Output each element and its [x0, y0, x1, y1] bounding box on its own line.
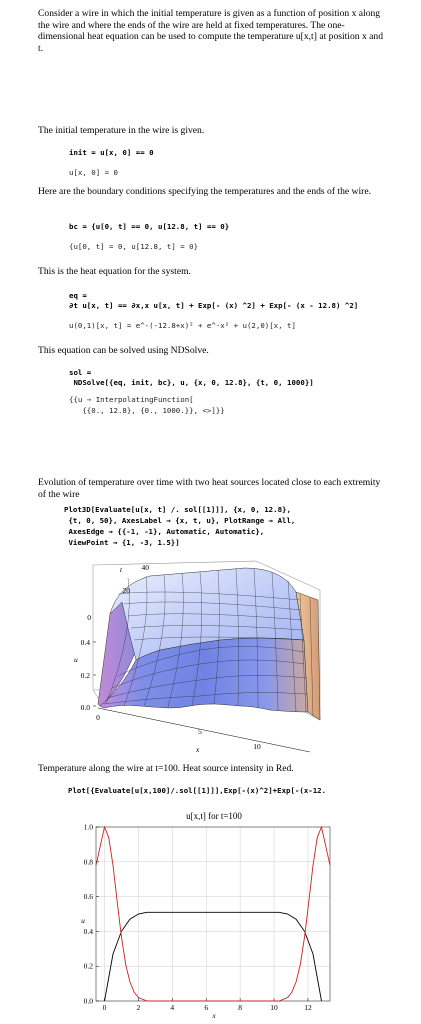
- y-tick-label: 1.0: [83, 822, 93, 832]
- u-tick-04: 0.4: [80, 638, 90, 647]
- t-axis-label: t: [120, 565, 123, 574]
- input-cell-sol-line2[interactable]: NDSolve[{eq, init, bc}, u, {x, 0, 12.8}, {t, 0, 1000}]: [69, 378, 314, 387]
- input-cell-eq-line2[interactable]: ∂t u[x, t] == ∂x,x u[x, t] + Exp[- (x) ^2] + Exp[- (x - 12.8) ^2]: [69, 301, 359, 310]
- input-cell-bc[interactable]: bc = {u[0, t] == 0, u[12.8, t] == 0}: [69, 222, 230, 231]
- section-text-eq: This is the heat equation for the system.: [38, 266, 191, 277]
- y-tick-label: 0.2: [83, 961, 93, 971]
- y-tick-label: 0.4: [83, 926, 93, 936]
- y-tick-label: 0.6: [83, 892, 93, 902]
- x-tick-label: 10: [270, 1003, 278, 1012]
- chart-series: [96, 827, 330, 1001]
- x-tick-label: 4: [170, 1003, 175, 1012]
- chart-title: u[x,t] for t=100: [186, 811, 242, 821]
- chart-xlabel: x: [212, 1011, 216, 1020]
- input-cell-sol-line1[interactable]: sol =: [69, 368, 92, 377]
- section-text-bc: Here are the boundary conditions specifying the temperatures and the ends of the wire.: [38, 186, 371, 197]
- x-tick-label: 0: [102, 1003, 107, 1012]
- input-cell-plot2d[interactable]: Plot[{Evaluate[u[x,100]/.sol[[1]]],Exp[-(x)^2]+Exp[-(x-12.: [68, 786, 327, 795]
- input-cell-plot3d-line1[interactable]: Plot3D[Evaluate[u[x, t] /. sol[[1]]], {x, 0, 12.8},: [64, 505, 291, 514]
- x-tick-label: 6: [204, 1003, 209, 1012]
- output-cell-init: u[x, 0] = 0: [69, 168, 118, 177]
- y-tick-label: 0.8: [83, 857, 93, 867]
- u-tick-02: 0.2: [80, 671, 90, 680]
- output-cell-sol-line2: {{0., 12.8}, {0., 1000.}}, <>]}}: [69, 406, 225, 415]
- intro-text: Consider a wire in which the initial temperature is given as a function of position x along the wire and where the ends of the wire are held at fixed temperatures. The one-dimensional heat equation can be used to compute the temperature u[x,t] at position x and t.: [38, 8, 384, 54]
- u-tick-00: 0.0: [80, 703, 90, 712]
- output-cell-sol-line1: {{u → InterpolatingFunction[: [69, 395, 194, 404]
- input-cell-eq-line1[interactable]: eq =: [69, 291, 87, 300]
- section-text-ndsolve: This equation can be solved using NDSolve.: [38, 345, 209, 356]
- x-tick-0: 0: [96, 713, 100, 722]
- section-text-init: The initial temperature in the wire is given.: [38, 125, 205, 136]
- x-tick-label: 12: [304, 1003, 312, 1012]
- series-line-1: [96, 827, 330, 1001]
- t-tick-40: 40: [141, 563, 149, 572]
- input-cell-plot3d-line4[interactable]: ViewPoint → {1, -3, 1.5}]: [64, 538, 180, 547]
- plot-frame: [96, 827, 330, 1001]
- output-cell-eq: u(0,1)[x, t] = e^-(-12.8+x)² + e^-x² + u(2,0)[x, t]: [69, 321, 296, 330]
- chart-ylabel: u: [81, 916, 85, 925]
- u-axis-label: u: [74, 655, 78, 664]
- x-tick-10: 10: [253, 742, 261, 751]
- input-cell-plot3d-line2[interactable]: {t, 0, 50}, AxesLabel → {x, t, u}, PlotRange → All,: [64, 516, 296, 525]
- y-tick-label: 0.0: [83, 996, 93, 1006]
- chart-frame: [96, 827, 330, 1001]
- x-axis-label: x: [196, 745, 200, 754]
- output-cell-bc: {u[0, t] = 0, u[12.8, t] = 0}: [69, 242, 199, 251]
- chart-grid: [96, 827, 330, 1001]
- section-text-plot2d: Temperature along the wire at t=100. Heat source intensity in Red.: [38, 763, 294, 774]
- input-cell-init[interactable]: init = u[x, 0] == 0: [69, 148, 154, 157]
- chart-ticks: [84, 823, 312, 1013]
- line-chart[interactable]: [0, 805, 421, 1024]
- t-tick-0: 0: [87, 613, 91, 622]
- x-tick-label: 2: [136, 1003, 141, 1012]
- x-tick-label: 8: [238, 1003, 243, 1012]
- input-cell-plot3d-line3[interactable]: AxesEdge → {{-1, -1}, Automatic, Automatic},: [64, 527, 265, 536]
- x-tick-5: 5: [198, 727, 202, 736]
- section-text-plot3d: Evolution of temperature over time with two heat sources located close to each extremity of the wire: [38, 477, 381, 500]
- t-tick-20: 20: [122, 586, 130, 595]
- series-line-0: [105, 912, 322, 1001]
